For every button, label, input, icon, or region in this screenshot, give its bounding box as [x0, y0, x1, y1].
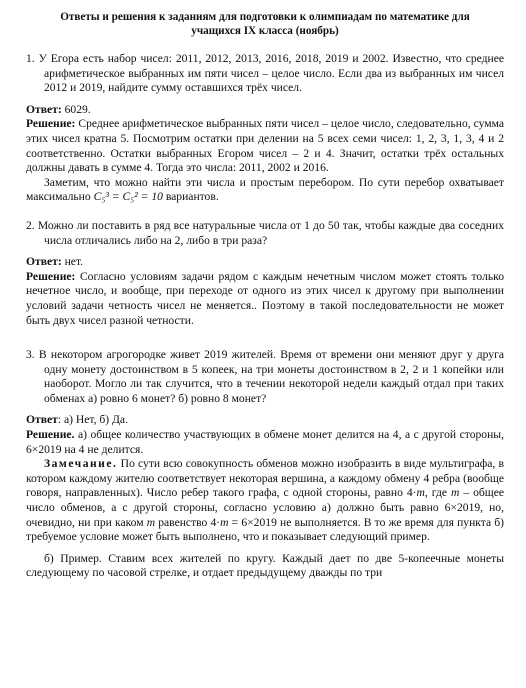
- problem-1-text: У Егора есть набор чисел: 2011, 2012, 2013, 2016, 2018, 2019 и 2002. Известно, что среднее арифметическое выбранных им пяти чисел – целое число. Если два из выбранных им чисел 2012 и 2019, найдите сумму оставшихся трёх чисел.: [38, 52, 505, 95]
- problem-1-note: [26, 176, 504, 205]
- remark-text-part: По сути всю совокупность обменов можно изобразить в виде мультиграфа, в котором каждому жителю соответствует некоторая вершина, а каждому обмену 4 ребра (вообще говоря, направленных). Число ребер такого графа, с одной стороны, равно 4·: [26, 457, 504, 500]
- problem-3-solution-text: а) общее количество участвующих в обмене монет делится на 4, а с другой стороны, 6×2019 на 4 не делится.: [26, 428, 504, 456]
- title-line-1: Ответы и решения к заданиям для подготовки к олимпиадам по математике для: [60, 11, 470, 23]
- variable-m: m: [416, 486, 425, 500]
- remark-text-part: = 6×2019 не выполняется. В то же время для пункта б) требуемое условие может быть выполнено, что и показывает следующий пример.: [26, 515, 505, 544]
- problem-1-solution-text: Среднее арифметическое выбранных пяти чисел – целое число, следовательно, сумма этих чисел кратна 5. Посмотрим остатки при делении на 5 всех семи чисел: 1, 2, 3, 1, 3, 4 и 2 соответственно. Остатки выбранных Егором чисел – 2 и 4. Значит, остатки трёх остальных должны давать в сумме 4. Тогда это числа: 2011, 2002 и 2016.: [26, 117, 504, 175]
- problem-2-number: 2.: [26, 218, 35, 232]
- solution-label: Решение:: [26, 117, 76, 131]
- problem-2-statement: [26, 219, 504, 248]
- problem-1-note-end: вариантов.: [165, 190, 219, 204]
- problem-2-answer-value: нет.: [64, 255, 84, 269]
- problem-1-statement: [26, 52, 504, 96]
- problem-2-solution: [26, 270, 504, 328]
- problem-2-answer: [26, 255, 504, 270]
- problem-3-number: 3.: [26, 348, 35, 362]
- variable-m: m: [450, 486, 460, 500]
- remark-text-part: , где: [424, 486, 451, 500]
- problem-3-text: В некотором агрогородке живет 2019 жителей. Время от времени они меняют друг у друга одну монету достоинством в 5 копеек, на три монеты достоинством в 2, 2 и 1 копейки или наоборот. Могло ли так случится, что в течении некоторой недели каждый отдал при таких обменах а) ровно 6 монет? б) ровно 8 монет?: [38, 348, 504, 405]
- problem-2-text: Можно ли поставить в ряд все натуральные числа от 1 до 50 так, чтобы каждые два соседних числа отличались либо на 2, либо в три раза?: [37, 218, 504, 247]
- problem-1-answer: [26, 103, 504, 118]
- problem-1-answer-value: 6029.: [64, 102, 91, 116]
- answer-label: Ответ:: [26, 102, 62, 116]
- remark-text-part: – общее число обменов, а с другой стороны, согласно условию а) должно быть равно 6×2019, но, очевидно, ни при каком: [26, 486, 505, 529]
- problem-1-note-text: Заметим, что можно найти эти числа и простым перебором. По сути перебор охватывает максимально: [26, 175, 504, 204]
- problem-3-remark: [26, 457, 504, 545]
- variable-m: m: [146, 515, 156, 529]
- answer-label: Ответ:: [26, 255, 62, 269]
- problem-1-number: 1.: [26, 52, 35, 65]
- problem-3-solution: [26, 428, 504, 457]
- title-line-2: учащихся IX класса (ноябрь): [191, 25, 339, 37]
- problem-3-example: б) Пример. Ставим всех жителей по кругу. Каждый дает по две 5-копеечные монеты следующему по часовой стрелке, и отдает предыдущему дважды по три: [26, 551, 504, 580]
- solution-label: Решение.: [26, 428, 75, 442]
- problem-2-solution-text: Согласно условиям задачи рядом с каждым нечетным числом может стоять только нечетное число, и вообще, при переходе от одного из этих чисел к другому при выполнении условий задачи четность чисел не меняется.. Поэтому в такой последовательности не может быть двух чисел разной четности.: [26, 269, 504, 327]
- problem-1-solution: [26, 117, 504, 175]
- problem-3-statement: [26, 348, 504, 406]
- answer-label: Ответ: [26, 413, 58, 427]
- variable-m: m: [220, 515, 229, 529]
- remark-label: Замечание.: [44, 457, 118, 471]
- solution-label: Решение:: [26, 269, 76, 283]
- document-title: [26, 10, 504, 38]
- problem-1-formula: C₅³ = C₅² = 10: [93, 190, 163, 204]
- remark-text-part: равенство 4·: [155, 515, 221, 529]
- problem-3-answer-value: : а) Нет, б) Да.: [57, 413, 128, 427]
- problem-3-answer: [26, 413, 504, 428]
